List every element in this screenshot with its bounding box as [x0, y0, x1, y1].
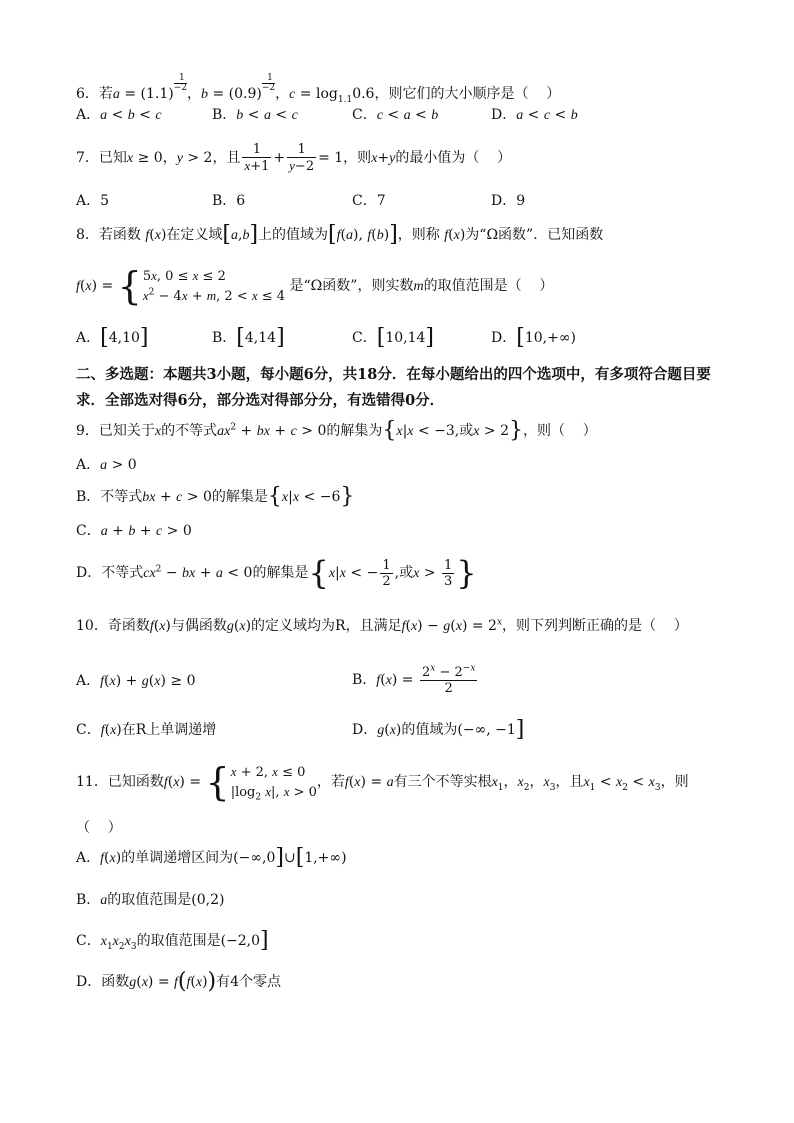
q7-option-c: C．7 — [352, 193, 386, 209]
q10-option-c: C．f(x)在R上单调递增 — [76, 722, 217, 738]
q11-option-c: C．$x_1x_2x_3$的取值范围是(−2,0] — [76, 928, 269, 953]
q8-option-b: B．[4,14] — [212, 325, 285, 350]
q10-option-b: B．f(x) = $\frac{2^x - 2^{-x}}{2}$ — [352, 663, 476, 696]
question-7: 7．已知x ≥ 0，y > 2，且 $\frac{1}{x+1}$ + $\frac{1}{y-2}$ = 1，则x+y的最小值为（ ） — [76, 142, 512, 174]
q8-option-a: A．[4,10] — [76, 325, 149, 350]
q9-option-a: A．a > 0 — [76, 457, 137, 473]
q9-option-b: B．不等式bx + c > 0的解集是{x|x < −6} — [76, 484, 355, 509]
question-11-line2: （ ） — [76, 820, 122, 836]
q8-option-c: C．[10,14] — [352, 325, 434, 350]
q6-option-a: A．a < b < c — [76, 107, 162, 123]
q11-option-d: D．函数g(x) = f(f(x))有4个零点 — [76, 969, 282, 994]
q6-option-b: B．b < a < c — [212, 107, 298, 123]
section-2-heading: 二、多选题：本题共3小题，每小题6分，共18分．在每小题给出的四个选项中，有多项符合题目要求．全部选对得6分，部分选对得部分分，有选错得0分． — [76, 366, 711, 409]
q7-option-b: B．6 — [212, 193, 246, 209]
q6-option-c: C．c < a < b — [352, 107, 439, 123]
question-10: 10．奇函数f(x)与偶函数g(x)的定义域均为R，且满足$f(x) - g(x) = 2^x$，则下列判断正确的是（ ） — [76, 617, 688, 634]
q9-option-d: D．不等式$cx^2$ − bx + a < 0的解集是{x|x < − $\frac{1}{2}$ ,或x > $\frac{1}{3}$ } — [76, 554, 477, 592]
question-9: 9．已知关于x的不等式$ax^2$ + bx + c > 0的解集为{x|x < −3,或x > 2}，则（ ） — [76, 418, 597, 443]
q10-option-a: A．f(x) + g(x) ≥ 0 — [76, 673, 196, 689]
question-8-line1: 8．若函数 f(x)在定义域[a,b]上的值域为[f(a), f(b)]，则称 f(x)为“Ω函数”．已知函数 — [76, 222, 604, 247]
q11-option-b: B．a的取值范围是(0,2) — [76, 892, 225, 908]
q10-option-d: D．g(x)的值域为(−∞, −1] — [352, 717, 525, 742]
q8-option-d: D．[10,+∞) — [491, 325, 576, 350]
q6-option-d: D．a < c < b — [491, 107, 578, 123]
q7-option-a: A．5 — [76, 193, 110, 209]
q11-option-a: A．f(x)的单调递增区间为(−∞,0]∪[1,+∞) — [76, 845, 347, 870]
q7-option-d: D．9 — [491, 193, 526, 209]
question-8-line2: f(x) = { 5x, 0 ≤ x ≤ 2 $x^2 - 4x + m$, 2 < x ≤ 4 是“Ω函数”，则实数m的取值范围是（ ） — [76, 264, 554, 308]
question-11-line1: 11．已知函数f(x) = { x + 2, x ≤ 0 $|\log_2$ x|, x > 0 ，若f(x) = a有三个不等实根$x_1$，$x_2$，$x_3$，且$x_1 < x_2 < x_3$，则 — [76, 760, 689, 804]
question-6: 6．若a = (1.1) $\frac{1}{-2}$ ，b = (0.9) $\frac{1}{-2}$ ，$c = \log_{1.1}0.6$，则它们的大小顺序是（ ） — [76, 73, 561, 105]
q9-option-c: C．a + b + c > 0 — [76, 523, 192, 539]
